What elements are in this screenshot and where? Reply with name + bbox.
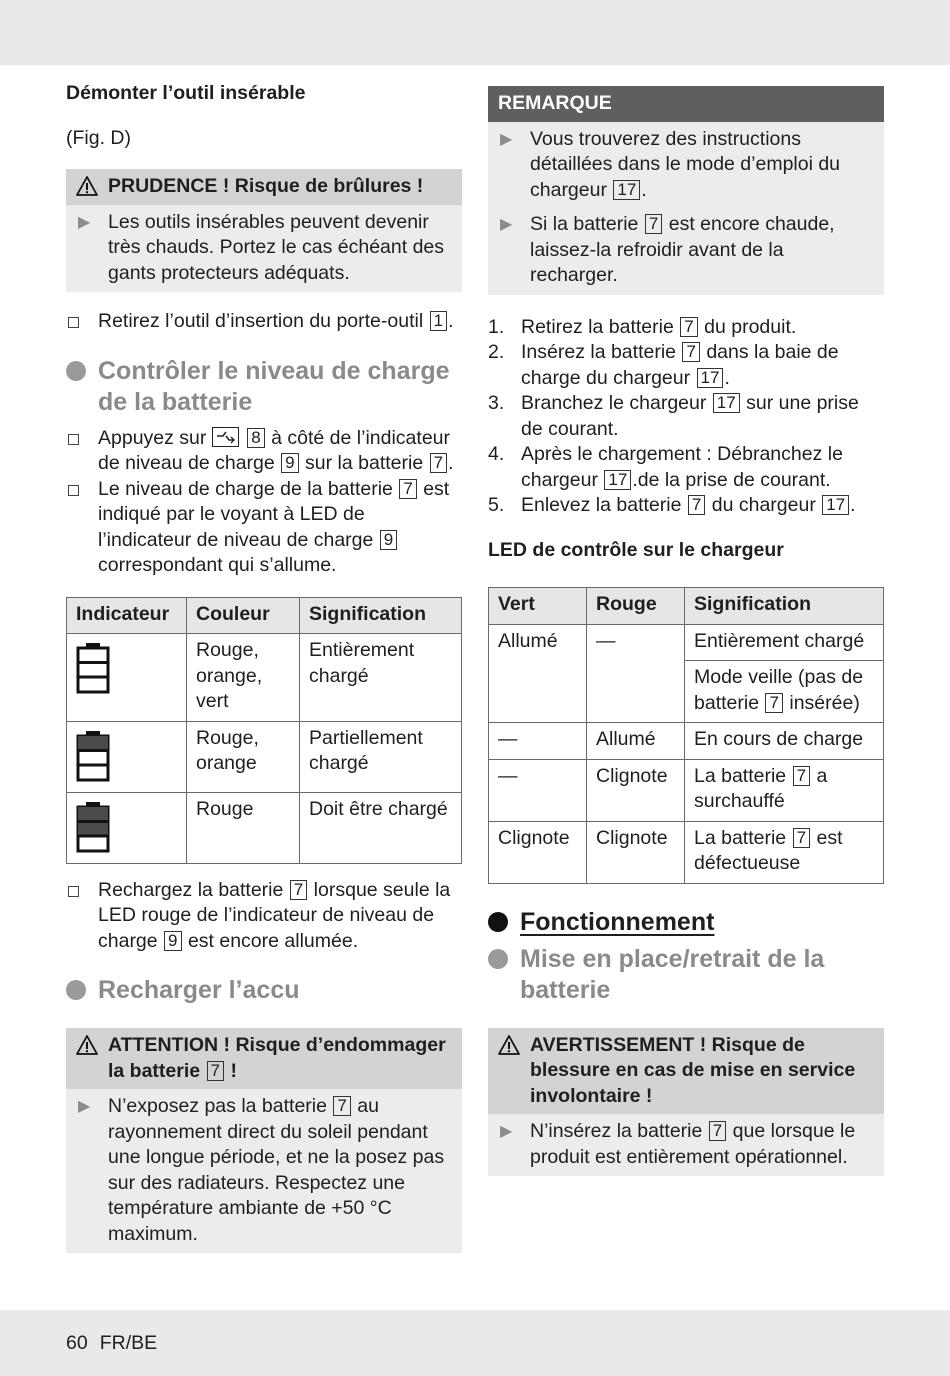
table-row <box>67 792 462 863</box>
page-number: 60 <box>66 1332 88 1354</box>
step-number: 4. <box>488 443 505 465</box>
ref-number: 1 <box>430 311 447 331</box>
ref-number: 17 <box>822 495 849 515</box>
page-locale: FR/BE <box>99 1332 158 1354</box>
table-cell: Doit être chargé <box>300 792 462 863</box>
table-cell: — <box>489 723 587 760</box>
top-band <box>0 0 950 65</box>
table-row <box>67 634 462 722</box>
text: Retirez la batterie <box>521 315 674 338</box>
list-item <box>488 391 884 442</box>
heading-text: Fonctionnement <box>520 907 715 936</box>
text: N’exposez pas la batterie <box>108 1095 327 1117</box>
ref-number: 8 <box>247 428 264 448</box>
remarque-item <box>498 127 874 204</box>
table-cell: Allumé <box>489 624 587 723</box>
caution-item <box>76 210 452 287</box>
text: correspondant qui s’allume. <box>98 554 337 576</box>
table-cell <box>685 661 884 723</box>
table-cell: Clignote <box>587 759 685 821</box>
list-item <box>488 442 884 493</box>
text: Rechargez la batterie <box>98 878 284 901</box>
checkbox-bullet-icon <box>68 886 79 897</box>
table-cell: Entièrement chargé <box>685 624 884 661</box>
text: dans la baie de charge du chargeur <box>521 341 839 389</box>
table-header-row <box>489 588 884 625</box>
caution-title: PRUDENCE ! Risque de brûlures ! <box>108 175 424 197</box>
text: La batterie <box>694 826 787 849</box>
ref-number: 7 <box>290 880 307 900</box>
text: N’insérez la batterie <box>530 1120 703 1142</box>
caution-text: Les outils insérables peuvent devenir très chauds. Portez le cas échéant des gants protecteurs adéquats. <box>108 210 445 284</box>
bullet-dot-icon <box>488 912 508 932</box>
checkbox-bullet-icon <box>68 485 79 496</box>
step-remove-tool <box>66 309 462 335</box>
list-item <box>488 340 884 391</box>
punct: . <box>850 494 856 516</box>
list-item <box>488 493 884 519</box>
checkbox-bullet-icon <box>68 434 79 445</box>
text: au rayonnement direct du soleil pendant une longue période, et ne la posez pas sur des radiateurs. Respectez une température ambiante de +50 °C maximum. <box>108 1095 445 1245</box>
ref-number: 7 <box>645 214 662 234</box>
text: est défectueuse <box>694 826 843 874</box>
ref-number: 7 <box>333 1096 350 1116</box>
left-column <box>66 80 462 1253</box>
attention-title: ATTENTION ! Risque d’endommager la batterie <box>108 1034 446 1082</box>
bullet-dot-icon <box>66 361 86 381</box>
avertissement-body <box>488 1114 884 1176</box>
remarque-box <box>488 86 884 295</box>
ref-number: 7 <box>709 1121 726 1141</box>
heading-mise-en-place <box>488 944 884 1006</box>
punct: . <box>448 310 454 332</box>
table-cell: En cours de charge <box>685 723 884 760</box>
warning-icon <box>76 1035 98 1063</box>
recharge-note <box>66 878 462 955</box>
table-cell: — <box>489 759 587 821</box>
right-column <box>488 86 884 1176</box>
text: Si la batterie <box>530 213 639 235</box>
ref-number: 7 <box>682 342 699 362</box>
text: lorsque seule la LED rouge de l’indicateur de niveau de charge <box>98 878 451 952</box>
ref-number: 7 <box>793 766 810 786</box>
table-row <box>489 759 884 821</box>
arrow-bullet-icon: ▶ <box>78 213 91 231</box>
bullet-dot-icon <box>66 980 86 1000</box>
table-header: Signification <box>300 597 462 634</box>
text: sur une prise de courant. <box>521 392 859 440</box>
text: à côté de l’indicateur de niveau de charge <box>98 426 451 474</box>
text: Branchez le chargeur <box>521 392 707 414</box>
caution-body <box>66 205 462 293</box>
text: est indiqué par le voyant à LED de l’indicateur de niveau de charge <box>98 477 450 551</box>
attention-box <box>66 1028 462 1253</box>
step-number: 1. <box>488 315 505 338</box>
ref-number: 7 <box>765 693 782 713</box>
arrow-bullet-icon: ▶ <box>500 1123 513 1140</box>
ref-number: 17 <box>713 393 740 413</box>
table-header: Couleur <box>187 597 300 634</box>
attention-item <box>76 1094 452 1247</box>
table-cell: Allumé <box>587 723 685 760</box>
text: insérée) <box>789 691 860 714</box>
text: est encore allumée. <box>187 929 359 952</box>
ref-number: 7 <box>680 317 697 337</box>
text: Insérez la batterie <box>521 341 677 363</box>
fig-ref: (Fig. D) <box>66 126 131 149</box>
remarque-body <box>488 122 884 295</box>
avertissement-title: AVERTISSEMENT ! Risque de blessure en cas de mise en service involontaire ! <box>530 1033 856 1107</box>
ref-number: 7 <box>688 495 705 515</box>
page-footer <box>66 1331 157 1357</box>
bullet-dot-icon <box>488 949 508 969</box>
text: Mode veille (pas de batterie <box>694 666 864 714</box>
punct: ! <box>230 1059 237 1082</box>
table-cell <box>685 821 884 883</box>
ref-number: 7 <box>430 453 447 473</box>
table-cell: — <box>587 624 685 723</box>
arrow-bullet-icon: ▶ <box>78 1098 91 1115</box>
charge-level-table <box>66 597 462 864</box>
warning-icon <box>76 176 98 204</box>
caution-box <box>66 169 462 292</box>
led-table <box>488 587 884 884</box>
text: sur la batterie <box>305 452 424 474</box>
table-header: Vert <box>489 588 587 625</box>
table-header: Indicateur <box>67 597 187 634</box>
attention-header <box>66 1028 462 1089</box>
table-row <box>489 821 884 883</box>
text: Appuyez sur <box>98 426 207 449</box>
arrow-bullet-icon: ▶ <box>500 130 513 148</box>
table-cell <box>685 759 884 821</box>
battery-full-icon <box>67 634 187 722</box>
step-number: 3. <box>488 392 505 414</box>
text: du produit. <box>704 315 797 338</box>
ref-number: 9 <box>164 931 181 951</box>
heading-check-charge <box>66 356 462 418</box>
ref-number: 7 <box>207 1061 224 1081</box>
check-item <box>66 477 462 579</box>
battery-partial-icon <box>67 721 187 792</box>
caution-header <box>66 169 462 205</box>
avertissement-header <box>488 1028 884 1115</box>
heading-text: Mise en place/retrait de la batterie <box>520 944 825 1004</box>
led-section-title: LED de contrôle sur le chargeur <box>488 538 784 561</box>
step-number: 5. <box>488 494 505 516</box>
step-remove-text: Retirez l’outil d’insertion du porte-outil <box>98 310 424 332</box>
table-cell: Rouge, orange <box>187 721 300 792</box>
table-cell: Clignote <box>587 821 685 883</box>
ref-number: 9 <box>281 453 298 473</box>
attention-body <box>66 1089 462 1253</box>
step-number: 2. <box>488 341 505 363</box>
remarque-title: REMARQUE <box>488 86 884 122</box>
avertissement-box <box>488 1028 884 1177</box>
ref-number: 7 <box>793 828 810 848</box>
table-cell: Clignote <box>489 821 587 883</box>
heading-text: Recharger l’accu <box>98 976 300 1004</box>
text: est encore chaude, laissez-la refroidir avant de la recharger. <box>530 213 835 286</box>
battery-low-icon <box>67 792 187 863</box>
arrow-bullet-icon: ▶ <box>500 216 513 233</box>
checkbox-bullet-icon <box>68 317 79 328</box>
text: Enlevez la batterie <box>521 494 682 516</box>
table-header-row <box>67 597 462 634</box>
punct: . <box>641 178 647 201</box>
warning-icon <box>498 1035 520 1063</box>
text: Après le chargement : Débranchez le chargeur <box>521 443 843 491</box>
table-row <box>67 721 462 792</box>
text: La batterie <box>694 764 787 787</box>
table-header: Signification <box>685 588 884 625</box>
ref-number: 7 <box>399 479 416 499</box>
punct: . <box>448 452 454 474</box>
text: a surchauffé <box>694 764 828 812</box>
table-row <box>489 723 884 760</box>
text: Vous trouverez des instructions détaillées dans le mode d’emploi du chargeur <box>530 127 841 201</box>
avertissement-item <box>498 1119 874 1170</box>
ref-number: 9 <box>380 530 397 550</box>
remarque-item <box>498 212 874 289</box>
heading-fonctionnement <box>488 907 884 938</box>
table-cell: Rouge <box>187 792 300 863</box>
table-cell: Entièrement chargé <box>300 634 462 722</box>
text: .de la prise de courant. <box>632 468 831 491</box>
ref-number: 17 <box>697 368 724 388</box>
text: que lorsque le produit est entièrement opérationnel. <box>530 1120 856 1168</box>
text: du chargeur <box>711 494 816 516</box>
charging-steps <box>488 315 884 519</box>
check-item <box>66 426 462 477</box>
ref-number: 17 <box>613 180 640 200</box>
table-header: Rouge <box>587 588 685 625</box>
heading-text: Contrôler le niveau de charge de la batterie <box>98 356 450 416</box>
table-cell: Partiellement chargé <box>300 721 462 792</box>
ref-number: 17 <box>604 470 631 490</box>
list-item <box>488 315 884 341</box>
text: Le niveau de charge de la batterie <box>98 477 393 500</box>
section-title: Démonter l’outil insérable <box>66 82 306 104</box>
punct: . <box>724 366 730 389</box>
table-cell: Rouge, orange, vert <box>187 634 300 722</box>
table-row <box>489 624 884 661</box>
heading-recharge <box>66 975 462 1006</box>
charge-button-icon <box>212 427 239 447</box>
check-list <box>66 426 462 579</box>
